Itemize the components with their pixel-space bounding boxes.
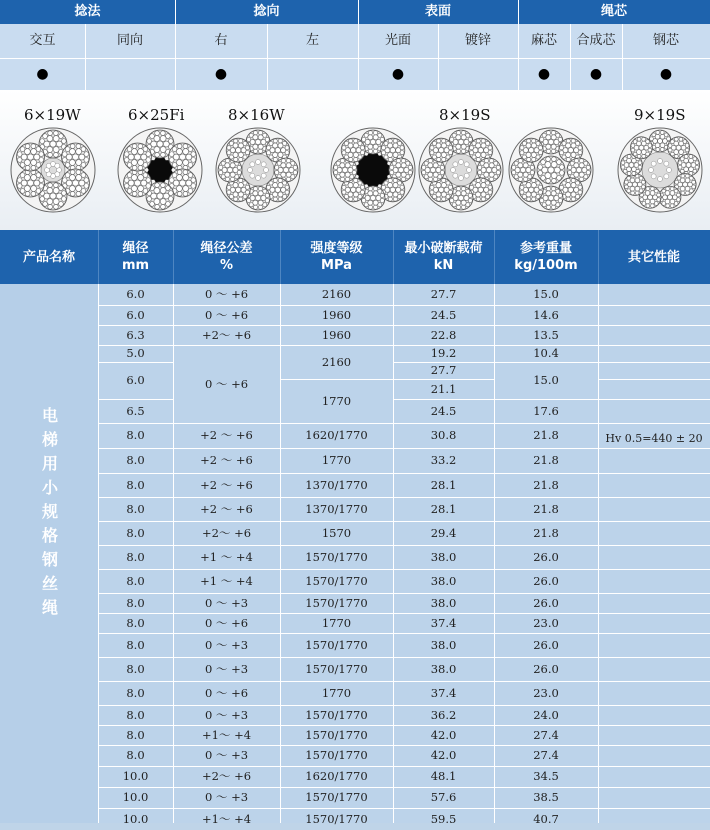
header-lay-direction: 捻向 [253,4,280,19]
cell-tol: 0 ～ +6 [204,287,249,301]
cell-load: 27.7 [430,287,457,301]
cell-tol: +2～ +6 [201,328,252,342]
cell-weight: 38.5 [533,790,559,804]
sub-cross-lay: 交互 [29,33,56,48]
cell-tol: +2～ +6 [201,769,252,783]
cell-tol: +2 ～ +6 [200,428,253,442]
cell-weight: 21.8 [533,526,559,540]
cell-tol: 0 ～ +3 [204,748,249,762]
cell-d: 6.0 [126,308,145,322]
cell-d: 10.0 [122,790,149,804]
cell-tol: 0 ～ +6 [204,308,249,322]
cell-weight: 27.4 [533,748,559,762]
rope-8x19s-wire-section-icon [509,128,593,212]
cell-tol: 0 ～ +6 [204,616,249,630]
cell-grade-merged: 2160 [321,355,352,369]
cell-load: 37.4 [430,686,457,700]
cell-grade: 1570/1770 [305,662,368,676]
cell-tol: +1～ +4 [201,812,252,826]
sub-right: 右 [214,33,228,48]
cell-d: 5.0 [126,346,145,360]
cell-tol: 0 ～ +6 [204,686,249,700]
header-surface: 表面 [424,4,451,19]
cell-weight: 26.0 [533,638,559,652]
cell-d: 8.0 [126,616,145,630]
cell-load: 19.2 [430,346,457,360]
cell-weight-merged: 15.0 [533,373,559,387]
cell-tol: +2 ～ +6 [200,453,253,467]
cell-weight: 21.8 [533,428,559,442]
sub-steel-core: 钢芯 [652,33,679,48]
cell-d: 8.0 [126,596,145,610]
cell-d: 8.0 [126,748,145,762]
th-diameter: 绳径 mm [121,241,150,273]
cell-d: 8.0 [126,574,145,588]
cell-d-merged: 6.0 [126,373,145,387]
rope-label-6x25fi: 6×25Fi [128,106,185,124]
mark-bright: ● [391,66,405,82]
cell-grade: 1570/1770 [305,748,368,762]
cell-weight: 14.6 [533,308,559,322]
cell-tol: 0 ～ +3 [204,708,249,722]
cell-d: 8.0 [126,638,145,652]
cell-weight: 26.0 [533,662,559,676]
cell-load: 36.2 [430,708,457,722]
cell-load: 37.4 [430,616,457,630]
cell-grade: 1370/1770 [305,502,368,516]
cell-grade: 1570/1770 [305,812,368,826]
cell-tol: 0 ～ +3 [204,596,249,610]
product-name-cell: 电梯用小规格钢丝绳 [41,406,58,617]
th-strength-grade: 强度等级 MPa [310,241,363,273]
cell-weight: 17.6 [533,404,559,418]
cell-weight: 26.0 [533,596,559,610]
sub-lang-lay: 同向 [116,33,143,48]
cell-d: 8.0 [126,662,145,676]
cell-tol: +1 ～ +4 [200,574,253,588]
cell-load: 59.5 [430,812,457,826]
cell-load: 38.0 [430,574,457,588]
cell-d: 8.0 [126,453,145,467]
cell-grade: 1770 [321,616,352,630]
cell-d: 8.0 [126,728,145,742]
cell-load: 38.0 [430,638,457,652]
cell-grade: 1960 [321,308,352,322]
other-property-cell: Hv 0.5=440 ± 20 [605,432,703,445]
cell-d: 6.3 [126,328,145,342]
rope-8x19s-fiber-section-icon [419,128,503,212]
cell-load: 38.0 [430,550,457,564]
cell-tol: +1 ～ +4 [200,550,253,564]
cell-d: 6.0 [126,287,145,301]
sub-left: 左 [305,33,319,48]
cell-grade: 1570 [321,526,352,540]
cell-weight: 21.8 [533,502,559,516]
cell-tol: 0 ～ +3 [204,790,249,804]
cell-tol: +2 ～ +6 [200,502,253,516]
cell-grade-merged: 1770 [321,394,352,408]
cell-d: 8.0 [126,708,145,722]
cell-grade: 1570/1770 [305,596,368,610]
rope-label-8x16w: 8×16W [228,106,285,124]
mark-right: ● [214,66,228,82]
cell-weight: 27.4 [533,728,559,742]
cell-tol: +2～ +6 [201,526,252,540]
cell-weight: 15.0 [533,287,559,301]
cell-weight: 26.0 [533,574,559,588]
rope-label-9x19s: 9×19S [634,106,686,124]
th-min-breaking-load: 最小破断载荷 kN [404,241,483,273]
cell-load: 21.1 [430,382,457,396]
cell-tol: 0 ～ +3 [204,638,249,652]
cell-weight: 24.0 [533,708,559,722]
cell-load: 57.6 [430,790,457,804]
header-lay-method: 捻法 [74,4,101,19]
cell-load: 48.1 [430,769,457,783]
cell-load: 29.4 [430,526,457,540]
cell-grade: 1570/1770 [305,574,368,588]
cell-tol: +2 ～ +6 [200,478,253,492]
cell-grade: 1570/1770 [305,638,368,652]
cell-grade: 1570/1770 [305,728,368,742]
rope-8x16w-section-icon [216,128,300,212]
cell-grade: 1570/1770 [305,550,368,564]
th-other-properties: 其它性能 [627,249,680,265]
cell-weight: 34.5 [533,769,559,783]
cell-grade: 1570/1770 [305,790,368,804]
rope-6x25fi-section-icon [118,128,202,212]
cell-weight: 26.0 [533,550,559,564]
rope-6x19w-section-icon [11,128,95,212]
cell-grade: 1770 [321,453,352,467]
cell-load: 42.0 [430,748,457,762]
cell-d: 10.0 [122,769,149,783]
header-core: 绳芯 [600,4,627,19]
cell-weight: 23.0 [533,686,559,700]
rope-label-8x19s: 8×19S [439,106,491,124]
cell-d: 8.0 [126,502,145,516]
th-ref-weight: 参考重量 kg/100m [514,241,578,273]
sub-hemp-core: 麻芯 [530,33,557,48]
cell-load: 28.1 [430,502,457,516]
cell-load: 24.5 [430,404,457,418]
sub-synthetic-core: 合成芯 [576,33,616,48]
cell-load: 33.2 [430,453,457,467]
cell-load: 42.0 [430,728,457,742]
cell-weight: 23.0 [533,616,559,630]
cell-grade: 1960 [321,328,352,342]
cell-grade: 1620/1770 [305,428,368,442]
cell-d: 10.0 [122,812,149,826]
rope-label-6x19w: 6×19W [24,106,81,124]
cell-grade: 1370/1770 [305,478,368,492]
mark-cross-lay: ● [36,66,49,82]
cell-load: 27.7 [430,363,457,377]
mark-hemp-core: ● [537,66,551,82]
cell-weight: 10.4 [533,346,559,360]
rope-9x19s-section-icon [618,128,702,212]
cell-tol: +1～ +4 [201,728,252,742]
cell-d: 6.5 [126,404,145,418]
cell-d: 8.0 [126,550,145,564]
cell-tol-merged: 0 ～ +6 [204,377,249,391]
cell-tol: 0 ～ +3 [204,662,249,676]
cell-load: 28.1 [430,478,457,492]
mark-steel-core: ● [659,66,673,82]
cell-weight: 21.8 [533,478,559,492]
cell-d: 8.0 [126,686,145,700]
cell-load: 38.0 [430,596,457,610]
cell-load: 24.5 [430,308,457,322]
cell-weight: 40.7 [533,812,559,826]
rope-8x19s-black-section-icon [331,128,415,212]
cell-load: 22.8 [430,328,457,342]
cell-load: 30.8 [430,428,457,442]
sub-bright: 光面 [384,33,411,48]
cell-weight: 21.8 [533,453,559,467]
rope-sections-drawing [0,90,710,230]
cell-grade: 2160 [321,287,352,301]
cell-grade: 1570/1770 [305,708,368,722]
cell-load: 38.0 [430,662,457,676]
cell-d: 8.0 [126,478,145,492]
th-product-name: 产品名称 [22,249,75,265]
cell-grade: 1620/1770 [305,769,368,783]
mark-synthetic-core: ● [589,66,603,82]
cell-d: 8.0 [126,526,145,540]
th-tolerance: 绳径公差 % [200,241,253,273]
cell-grade: 1770 [321,686,352,700]
cell-d: 8.0 [126,428,145,442]
sub-galvanized: 镀锌 [464,33,491,48]
cell-weight: 13.5 [533,328,559,342]
